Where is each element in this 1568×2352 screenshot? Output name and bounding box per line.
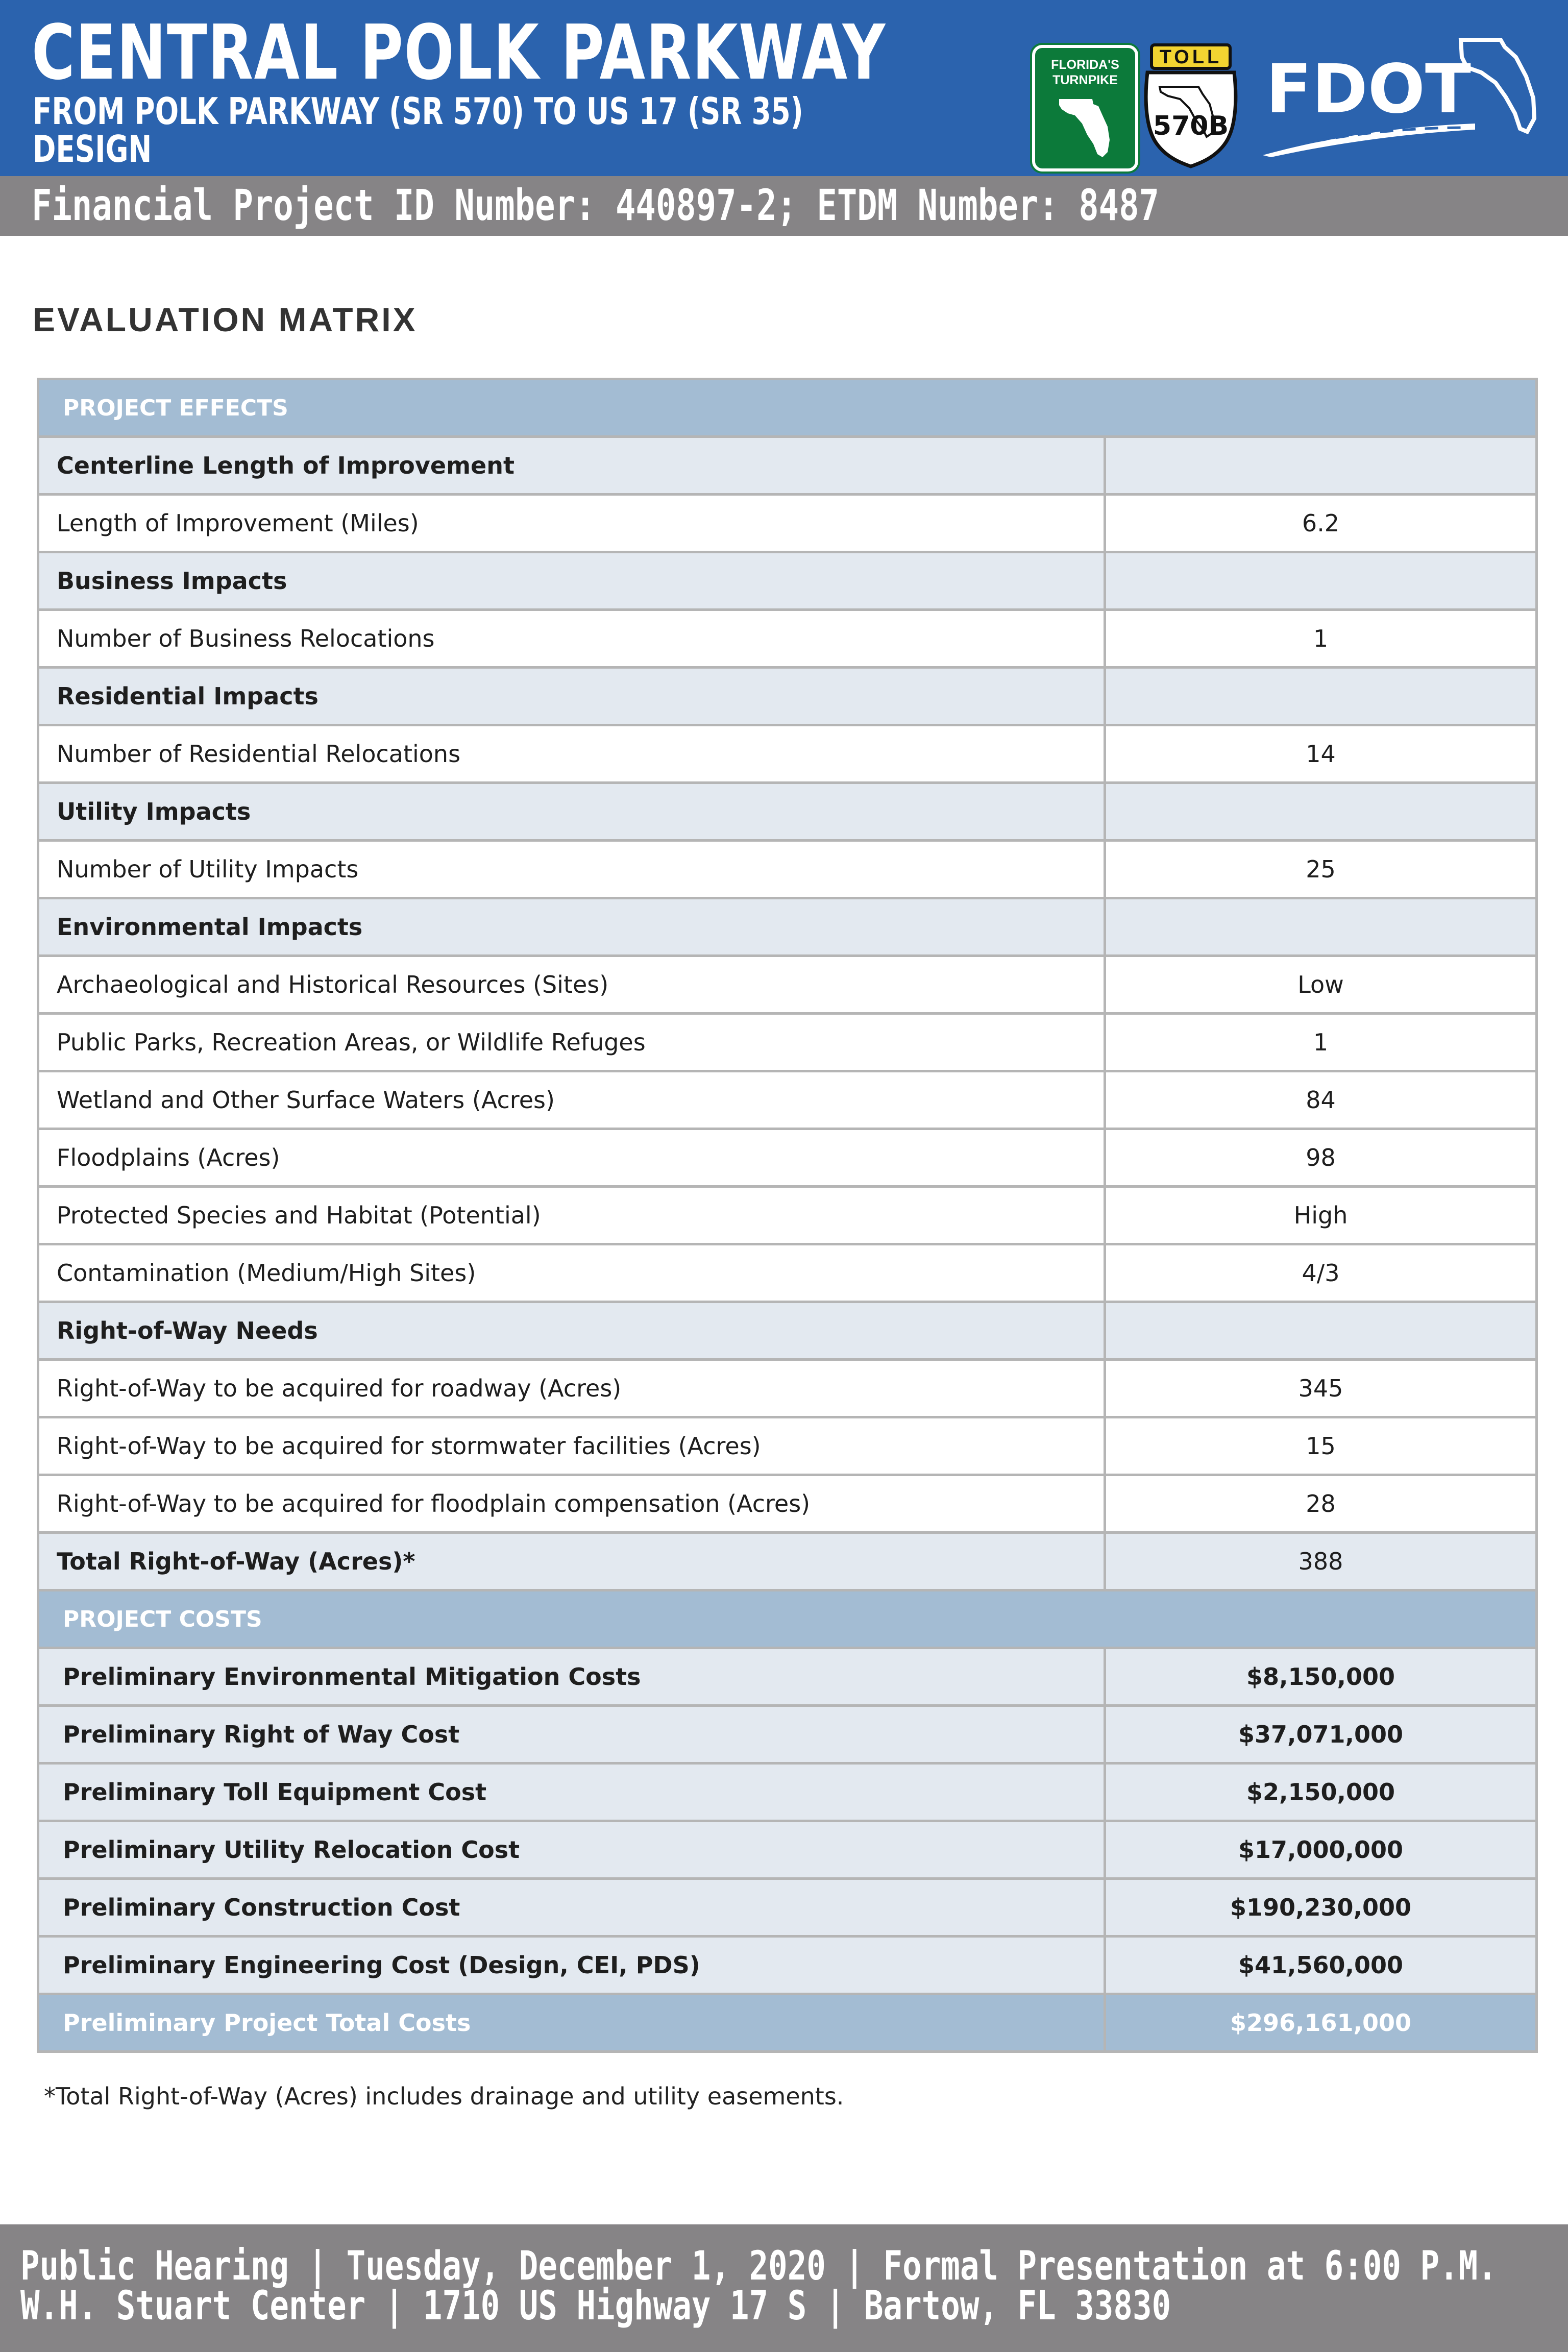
- table-row-label: Number of Utility Impacts: [38, 841, 1105, 898]
- table-row: [38, 1014, 1537, 1071]
- category-row-value: [1105, 552, 1537, 610]
- table-row-label: Protected Species and Habitat (Potential): [38, 1187, 1105, 1244]
- toll-route-number: 570B: [1153, 111, 1229, 141]
- category-row: [38, 437, 1537, 495]
- total-row-value: 388: [1105, 1533, 1537, 1590]
- table-row-value: 14: [1105, 725, 1537, 783]
- table-row: [38, 1187, 1537, 1244]
- table-row-label: Public Parks, Recreation Areas, or Wildlife Refuges: [38, 1014, 1105, 1071]
- project-effects-header-label: PROJECT EFFECTS: [38, 379, 1537, 437]
- table-row-value: 98: [1105, 1129, 1537, 1187]
- cost-row-label: Preliminary Engineering Cost (Design, CEI, PDS): [38, 1937, 1105, 1994]
- toll-570b-shield-logo: [1142, 43, 1239, 168]
- table-row: [38, 1129, 1537, 1187]
- table-row: [38, 725, 1537, 783]
- project-costs-header: [38, 1590, 1537, 1648]
- cost-row: [38, 1879, 1537, 1937]
- category-row-value: [1105, 783, 1537, 841]
- total-row-label: Total Right-of-Way (Acres)*: [38, 1533, 1105, 1590]
- table-row-value: High: [1105, 1187, 1537, 1244]
- table-row: [38, 1244, 1537, 1302]
- category-row-label: Right-of-Way Needs: [38, 1302, 1105, 1360]
- cost-row-value: $8,150,000: [1105, 1648, 1537, 1706]
- table-row-label: Number of Business Relocations: [38, 610, 1105, 668]
- table-row: [38, 1417, 1537, 1475]
- cost-row: [38, 1821, 1537, 1879]
- cost-row-value: $41,560,000: [1105, 1937, 1537, 1994]
- category-row: [38, 552, 1537, 610]
- table-row: [38, 841, 1537, 898]
- table-row: [38, 610, 1537, 668]
- cost-row-value: $37,071,000: [1105, 1706, 1537, 1763]
- cost-row: [38, 1763, 1537, 1821]
- cost-row: [38, 1648, 1537, 1706]
- project-phase: DESIGN: [33, 128, 152, 170]
- cost-row: [38, 1706, 1537, 1763]
- project-costs-header-label: PROJECT COSTS: [38, 1590, 1537, 1648]
- table-row-value: 28: [1105, 1475, 1537, 1533]
- cost-row-label: Preliminary Right of Way Cost: [38, 1706, 1105, 1763]
- table-row: [38, 1071, 1537, 1129]
- project-title: CENTRAL POLK PARKWAY: [32, 9, 886, 96]
- category-row: [38, 668, 1537, 725]
- table-row: [38, 1475, 1537, 1533]
- category-row: [38, 783, 1537, 841]
- fdot-logo: [1261, 37, 1536, 159]
- table-row-value: 4/3: [1105, 1244, 1537, 1302]
- category-row-label: Centerline Length of Improvement: [38, 437, 1105, 495]
- table-row-value: 345: [1105, 1360, 1537, 1417]
- turnpike-logo-text: FLORIDA'S TURNPIKE: [1051, 58, 1119, 87]
- table-row-label: Length of Improvement (Miles): [38, 495, 1105, 552]
- footnote: *Total Right-of-Way (Acres) includes drainage and utility easements.: [44, 2082, 844, 2110]
- category-row-label: Environmental Impacts: [38, 898, 1105, 956]
- table-row-value: Low: [1105, 956, 1537, 1014]
- cost-row-label: Preliminary Environmental Mitigation Costs: [38, 1648, 1105, 1706]
- fdot-logo-text: FDOT: [1266, 50, 1471, 129]
- table-row-value: 84: [1105, 1071, 1537, 1129]
- table-row: [38, 1360, 1537, 1417]
- financial-project-id: Financial Project ID Number: 440897-2; ETDM Number: 8487: [32, 180, 1159, 230]
- category-row-label: Utility Impacts: [38, 783, 1105, 841]
- footer-venue-info: W.H. Stuart Center | 1710 US Highway 17 S | Bartow, FL 33830: [20, 2283, 1171, 2329]
- table-row-value: 1: [1105, 1014, 1537, 1071]
- table-row-label: Floodplains (Acres): [38, 1129, 1105, 1187]
- cost-row-label: Preliminary Construction Cost: [38, 1879, 1105, 1937]
- category-row-value: [1105, 668, 1537, 725]
- table-row-value: 15: [1105, 1417, 1537, 1475]
- table-row: [38, 495, 1537, 552]
- cost-row-label: Preliminary Toll Equipment Cost: [38, 1763, 1105, 1821]
- florida-turnpike-logo: [1032, 45, 1138, 172]
- category-row-value: [1105, 898, 1537, 956]
- footer-hearing-info: Public Hearing | Tuesday, December 1, 2020 | Formal Presentation at 6:00 P.M.: [20, 2243, 1497, 2289]
- category-row: [38, 898, 1537, 956]
- table-row-label: Wetland and Other Surface Waters (Acres): [38, 1071, 1105, 1129]
- cost-row-value: $190,230,000: [1105, 1879, 1537, 1937]
- table-row-value: 1: [1105, 610, 1537, 668]
- category-row-label: Business Impacts: [38, 552, 1105, 610]
- category-row: [38, 1302, 1537, 1360]
- project-subtitle: FROM POLK PARKWAY (SR 570) TO US 17 (SR 35): [33, 90, 803, 133]
- table-row-label: Right-of-Way to be acquired for floodplain compensation (Acres): [38, 1475, 1105, 1533]
- section-title: EVALUATION MATRIX: [33, 301, 418, 338]
- table-row: [38, 956, 1537, 1014]
- table-row-label: Number of Residential Relocations: [38, 725, 1105, 783]
- table-row-label: Contamination (Medium/High Sites): [38, 1244, 1105, 1302]
- evaluation-matrix-body: [38, 379, 1537, 2052]
- cost-row: [38, 1937, 1537, 1994]
- florida-state-icon: [1057, 95, 1113, 161]
- grand-total-row-label: Preliminary Project Total Costs: [38, 1994, 1105, 2052]
- table-row-value: 6.2: [1105, 495, 1537, 552]
- table-row-value: 25: [1105, 841, 1537, 898]
- table-row-label: Right-of-Way to be acquired for stormwater facilities (Acres): [38, 1417, 1105, 1475]
- table-row-label: Right-of-Way to be acquired for roadway (Acres): [38, 1360, 1105, 1417]
- total-row: [38, 1533, 1537, 1590]
- toll-label: TOLL: [1159, 46, 1222, 68]
- evaluation-matrix-table: [37, 378, 1538, 2053]
- table-row-label: Archaeological and Historical Resources (Sites): [38, 956, 1105, 1014]
- cost-row-value: $17,000,000: [1105, 1821, 1537, 1879]
- category-row-value: [1105, 437, 1537, 495]
- grand-total-row-value: $296,161,000: [1105, 1994, 1537, 2052]
- cost-row-label: Preliminary Utility Relocation Cost: [38, 1821, 1105, 1879]
- grand-total-row: [38, 1994, 1537, 2052]
- project-effects-header: [38, 379, 1537, 437]
- category-row-value: [1105, 1302, 1537, 1360]
- category-row-label: Residential Impacts: [38, 668, 1105, 725]
- cost-row-value: $2,150,000: [1105, 1763, 1537, 1821]
